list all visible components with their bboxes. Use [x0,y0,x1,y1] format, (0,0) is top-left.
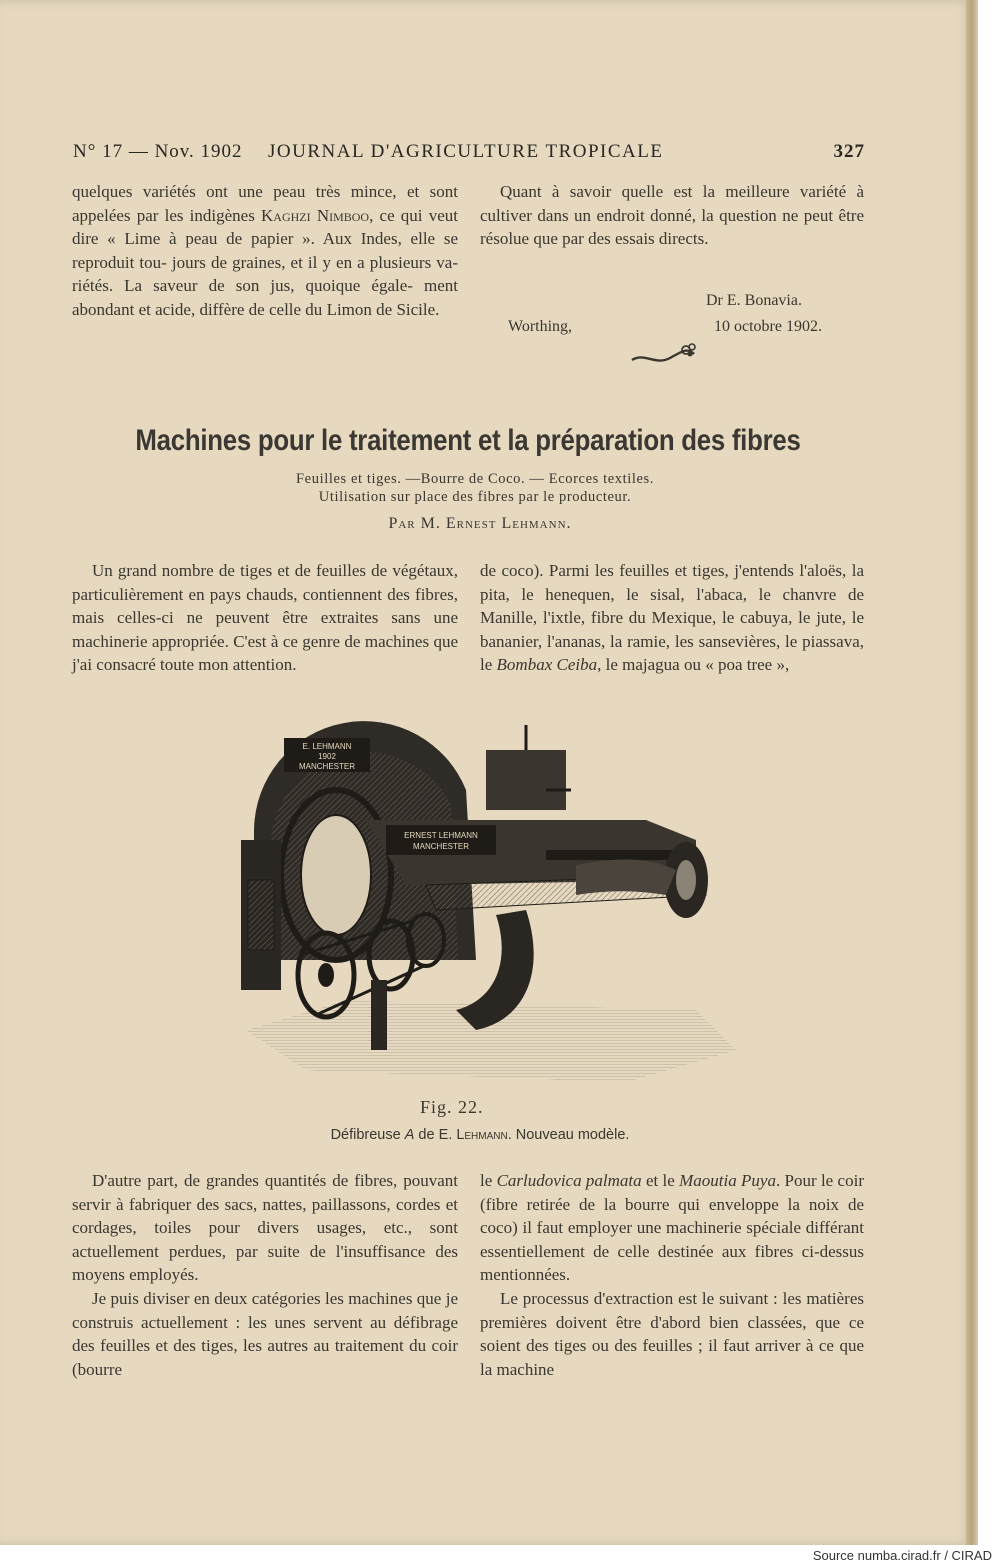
defibreuse-machine-illustration [226,710,746,1092]
text-line: riétés. La saveur de son jus, quoique égale- [72,276,413,296]
frame-nameplate-line: ERNEST LEHMANN [404,831,478,840]
signature-place: Worthing, [508,318,573,335]
subtitle-line: Utilisation sur place des fibres par le producteur. [318,489,632,505]
paragraph: Un grand nombre de tiges et de feuilles de végétaux, particulièrement en pays chauds, contiennent des fibres, mais celles-ci ne peuvent être extraites sans une machinerie appropriée. C'est à ce genre de machines que j'ai consacré toute mon attention. [72,561,458,675]
text-line: et sont appelées par les indigènes [72,182,459,225]
text-run: le [480,1171,497,1190]
paragraph: Je puis diviser en deux catégories les machines que je construis actuellement : les unes servent au défibrage des feuilles et des tiges, les autres au traitement du coir (bourre [72,1288,458,1379]
term-nimboo: Nimboo [316,205,370,225]
wheel-nameplate-line: 1902 [318,752,336,761]
article-left-column-bottom [72,1169,458,1381]
caption-run: . Nouveau modèle. [507,1127,630,1143]
italic-term: Maoutia Puya [679,1171,776,1190]
text-run: , le majagua ou « poa tree », [597,655,790,675]
caption-run: Défibreuse [330,1127,405,1143]
text-line: Limon de Sicile. [326,299,440,319]
signature-name: Dr E. Bonavia. [706,292,802,309]
author-byline: Par M. Ernest Lehmann. [388,515,572,532]
article-left-column-top [72,559,458,677]
text-run: de coco). Parmi les feuilles et tiges, j'entends l'aloës, la pita, le henequen, le sisal, l'abaca, le chanvre de Manille, l'ixtle, fibre du Mexique, le cabuya, le jute, le bananier, l'ananas, la ramie, les sansevières, le piassava, le [480,561,864,675]
caption-italic: A [404,1127,415,1143]
subtitle-line: Feuilles et tiges. —Bourre de Coco. — Ecorces textiles. [296,471,654,487]
figure-caption [200,1127,760,1143]
figure-number: Fig. 22. [420,1097,484,1117]
page-edge [966,0,978,1545]
wheel-nameplate-line: MANCHESTER [298,762,356,771]
text-run: . Pour le coir (fibre retirée de la bourre qui enveloppe la noix de coco) il faut employer une machinerie spéciale différant essentiellement de celle destinée aux fibres ci-dessus mentionnées. [480,1171,864,1285]
article-right-column-bottom [480,1169,864,1381]
paragraph: D'autre part, de grandes quantités de fibres, pouvant servir à fabriquer des sacs, nattes, paillassons, cordes et cordages, toiles pour divers usages, etc., sont actuellement perdues, par suite de l'insuffisance des moyens employés. [72,1171,458,1285]
signature-date: 10 octobre 1902. [714,318,822,335]
prev-article-right-column [480,180,864,251]
page-number: 327 [833,141,865,162]
italic-term: Carludovica palmata [496,1171,642,1190]
text-line: jours de graines, et il y en a plusieurs va- [171,252,458,272]
paragraph: Le processus d'extraction est le suivant : les matières premières doivent être d'abord bien classées, que ce soient des tiges ou des feuilles ; il faut arriver à ce que la machine [480,1288,864,1379]
text-run: et le [641,1171,680,1190]
caption-smallcaps: Lehmann [456,1127,508,1143]
prev-article-left-column [72,180,458,322]
italic-term: Bombax Ceiba [496,655,598,675]
caption-run: de E. [414,1127,457,1143]
closing-paragraph: Quant à savoir quelle est la meilleure variété à cultiver dans un endroit donné, la question ne peut être résolue que par des essais directs. [480,182,864,249]
text-line: papier ». Aux Indes, elle se reproduit tou- [72,229,458,272]
running-header [73,141,865,167]
journal-title: JOURNAL D'AGRICULTURE TROPICALE [268,141,664,162]
issue-number: N° 17 — Nov. 1902 [73,141,243,162]
frame-nameplate-line: MANCHESTER [412,842,470,851]
text-line: , ce qui veut dire « Lime à peau de [72,205,458,249]
article-title: Machines pour le traitement et la préparation des fibres [135,424,801,457]
article-subtitle [240,470,710,506]
text-line: ment abondant et acide, diffère de celle du [72,276,458,319]
term-kaghzi: Kaghzi [261,205,311,225]
article-right-column-top [480,559,864,677]
source-credit: Source numba.cirad.fr / CIRAD [812,1548,992,1563]
ornament-flourish-icon [630,340,704,368]
wheel-nameplate-line: E. LEHMANN [302,742,352,751]
text-line: quelques variétés ont une peau très mince, [72,182,397,201]
